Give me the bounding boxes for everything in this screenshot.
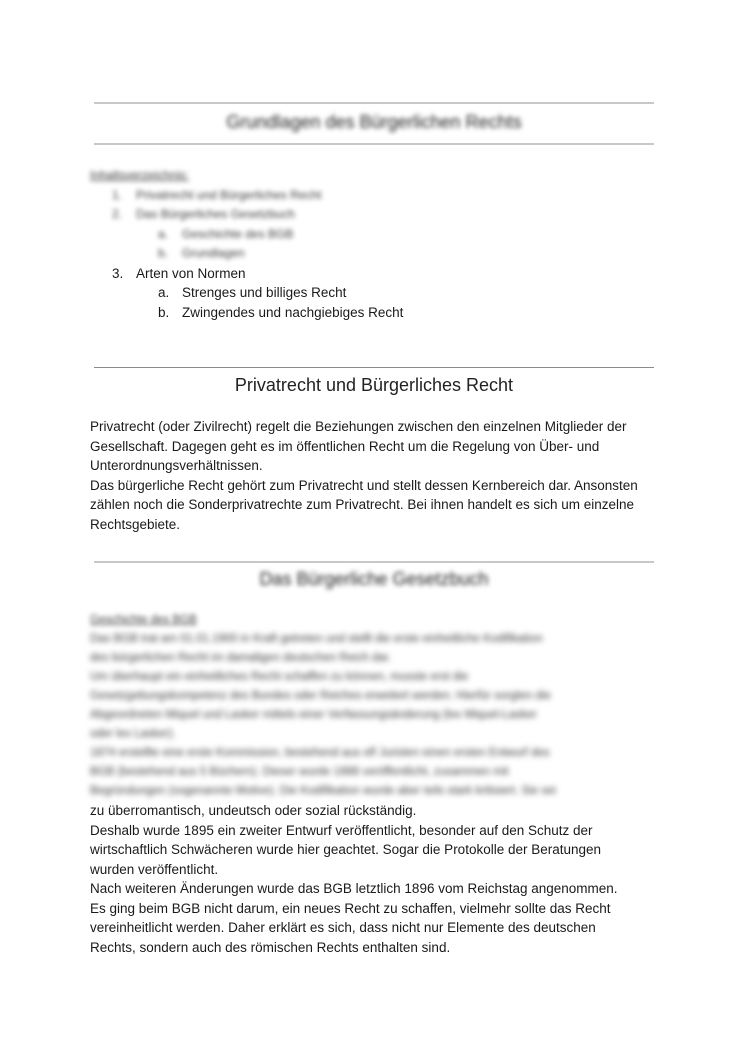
text-line: Es ging beim BGB nicht darum, ein neues Recht zu schaffen, vielmehr sollte das Recht (90, 900, 611, 916)
text-line: Gesellschaft. Dagegen geht es im öffentlichen Recht um die Regelung von Über- und (90, 438, 600, 454)
text-line: Abgeordneten Miquel und Lasker mittels einer Verfassungsänderung (lex Miquel-Lasker (90, 709, 537, 721)
toc-subitem: b. Grundlagen (158, 246, 245, 260)
section2-rule (94, 561, 654, 563)
text-line: Das BGB trat am 01.01.1900 in Kraft getreten und stellt die erste einheitliche Kodifikation (90, 633, 543, 645)
text-line: Nach weiteren Änderungen wurde das BGB letztlich 1896 vom Reichstag angenommen. (90, 881, 618, 896)
text-line: Privatrecht (oder Zivilrecht) regelt die Beziehungen zwischen den einzelnen Mitglieder der (90, 419, 627, 434)
text-line: zählen noch die Sonderprivatrechte zum Privatrecht. Bei ihnen handelt es sich um einzelne (90, 497, 635, 512)
title-rule-top (94, 102, 654, 104)
text-line: BGB (bestehend aus 5 Büchern). Dieser wurde 1888 veröffentlicht, zusammen mit (90, 766, 509, 778)
toc-subitem: a. Geschichte des BGB (158, 226, 294, 241)
section1-title: Privatrecht und Bürgerliches Recht (234, 375, 514, 395)
text-line: Rechtsgebiete. (90, 516, 181, 532)
text-line: Das bürgerliche Recht gehört zum Privatrecht und stellt dessen Kernbereich dar. Ansonsten (90, 477, 638, 493)
toc-item: 2. Das Bürgerliches Gesetzbuch (112, 207, 295, 221)
section2-body (90, 611, 660, 957)
title-rule-bottom (94, 143, 654, 145)
document-title: Grundlagen des Bürgerlichen Rechts (226, 112, 522, 132)
section1-body (90, 417, 660, 534)
text-line: Rechts, sondern auch des römischen Rechts enthalten sind. (90, 939, 451, 955)
text-line: vereinheitlicht werden. Daher erklärt es sich, dass nicht nur Elemente des deutschen (90, 920, 596, 935)
toc-item: 3. Arten von Normen (112, 265, 246, 281)
text-line: oder lex Lasker). (90, 728, 176, 740)
section1-rule (94, 367, 654, 368)
text-line: Begründungen (sogenannte Motive). Die Kodifikation wurde aber teils stark kritisiert. Sie sei (90, 785, 556, 797)
text-line: des bürgerlichen Recht im damaligen deutschen Reich dar. (90, 652, 392, 664)
toc-item: 1. Privatrecht und Bürgerliches Recht (112, 187, 322, 202)
text-line: Gesetzgebungskompetenz des Bundes oder Reiches erweitert werden. Hierfür sorgten die (90, 690, 551, 702)
text-line: 1874 erstellte eine erste Kommission, bestehend aus elf Juristen einen ersten Entwurf des (90, 747, 550, 759)
text-line: Um überhaupt ein einheitliches Recht schaffen zu können, musste erst die (90, 671, 469, 683)
toc-heading: Inhaltsverzeichnis: (90, 168, 189, 182)
toc-subitem: b. Zwingendes und nachgiebiges Recht (158, 304, 404, 320)
text-line: zu überromantisch, undeutsch oder sozial rückständig. (90, 803, 417, 818)
text-line: wirtschaftlich Schwächeren wurde hier geachtet. Sogar die Protokolle der Beratungen (90, 842, 602, 857)
text-line: Deshalb wurde 1895 ein zweiter Entwurf veröffentlicht, besonder auf den Schutz der (90, 822, 593, 838)
section2-title: Das Bürgerliche Gesetzbuch (259, 569, 489, 589)
text-line: wurden veröffentlicht. (90, 861, 219, 877)
toc-subitem: a. Strenges und billiges Recht (158, 285, 347, 300)
text-line: Unterordnungsverhältnissen. (90, 458, 263, 473)
subsection-heading: Geschichte des BGB (90, 614, 197, 626)
table-of-contents (90, 166, 650, 322)
